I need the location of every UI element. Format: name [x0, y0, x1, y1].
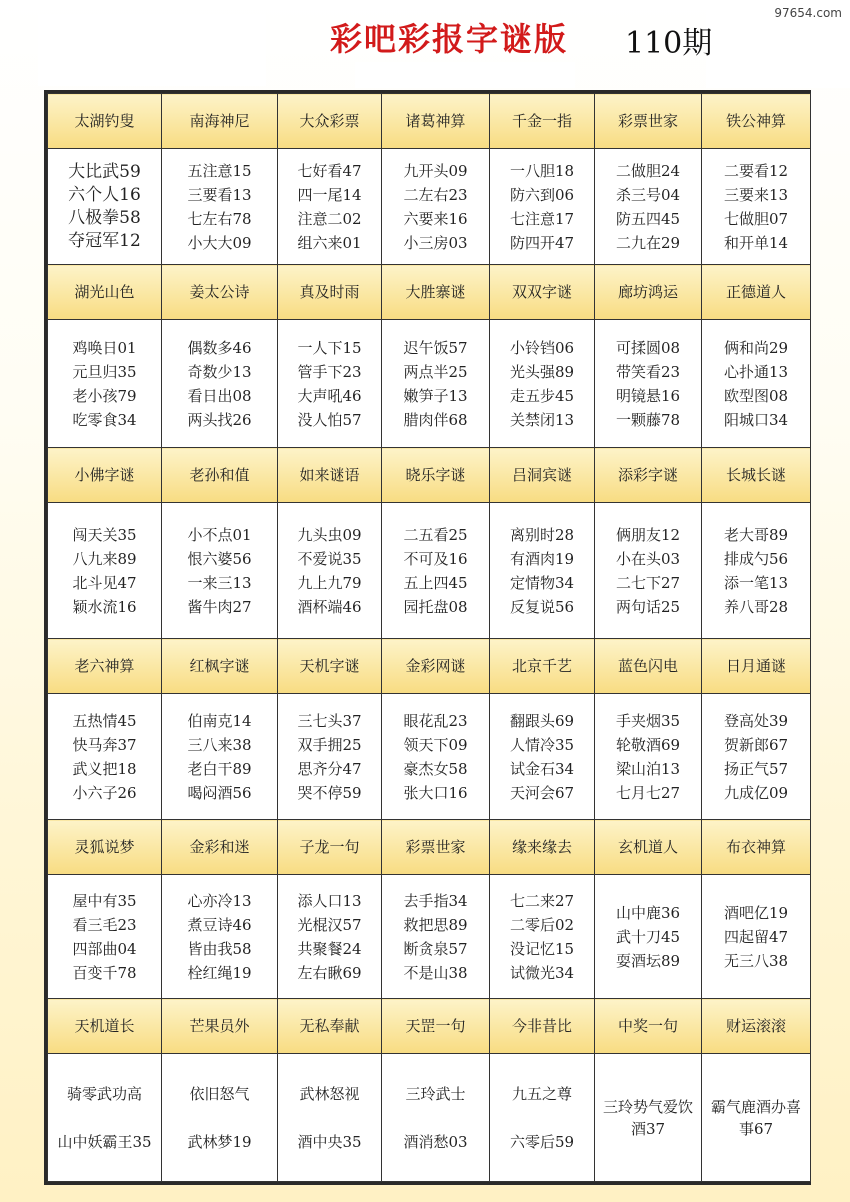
watermark: 97654.com — [774, 6, 842, 20]
clue-line: 三玲势气爱饮酒37 — [602, 1097, 693, 1138]
column-header: 铁公神算 — [702, 94, 811, 149]
clue-line: 添一笔13 — [723, 573, 789, 592]
clue-line: 八极拳58 — [68, 207, 141, 228]
clue-line: 和开单14 — [723, 233, 789, 252]
clue-line: 可揉圆08 — [615, 338, 681, 357]
column-header: 玄机道人 — [595, 820, 702, 875]
clue-row — [48, 503, 811, 639]
clue-line: 小六子26 — [72, 783, 137, 802]
clue-cell — [702, 875, 811, 999]
clue-line: 五热情45 — [72, 711, 137, 730]
clue-line: 没人怕57 — [297, 410, 362, 429]
clue-cell — [162, 503, 278, 639]
clue-cell — [48, 149, 162, 265]
clue-line: 去手指34 — [403, 891, 468, 910]
clue-line: 栓红绳19 — [187, 963, 252, 982]
clue-line: 贺新郎67 — [723, 735, 789, 754]
clue-line: 试金石34 — [509, 759, 575, 778]
clue-line: 六要来16 — [403, 209, 468, 228]
clue-line: 八九来89 — [72, 549, 137, 568]
clue-line: 有酒肉19 — [509, 549, 575, 568]
clue-line: 百变千78 — [72, 963, 137, 982]
clue-cell — [382, 1054, 490, 1182]
clue-line: 光头强89 — [509, 362, 575, 381]
clue-line: 小在头03 — [615, 549, 681, 568]
clue-row — [48, 875, 811, 999]
clue-line: 武林梦19 — [187, 1132, 252, 1151]
clue-line: 断贪泉57 — [403, 939, 468, 958]
clue-line: 组六来01 — [297, 233, 362, 252]
column-header: 今非昔比 — [490, 999, 595, 1054]
clue-line: 七左右78 — [187, 209, 252, 228]
clue-line: 两头找26 — [187, 410, 252, 429]
clue-line: 九五之尊 — [511, 1084, 572, 1103]
header-row — [48, 448, 811, 503]
clue-line: 闯天关35 — [72, 525, 137, 544]
column-header: 蓝色闪电 — [595, 639, 702, 694]
clue-cell — [702, 1054, 811, 1182]
column-header: 红枫字谜 — [162, 639, 278, 694]
column-header: 小佛字谜 — [48, 448, 162, 503]
clue-line: 酒中央35 — [297, 1132, 362, 1151]
clue-line: 小铃铛06 — [509, 338, 575, 357]
clue-line: 添人口13 — [297, 891, 362, 910]
clue-line: 七二来27 — [509, 891, 575, 910]
clue-line: 吃零食34 — [72, 410, 137, 429]
clue-line: 九头虫09 — [297, 525, 362, 544]
clue-row — [48, 1054, 811, 1182]
clue-line: 元旦归35 — [72, 362, 137, 381]
column-header: 长城长谜 — [702, 448, 811, 503]
clue-cell — [595, 694, 702, 820]
clue-cell — [490, 320, 595, 448]
clue-line: 酱牛肉27 — [187, 597, 252, 616]
clue-line: 注意二02 — [297, 209, 362, 228]
column-header: 老孙和值 — [162, 448, 278, 503]
column-header: 中奖一句 — [595, 999, 702, 1054]
clue-line: 两点半25 — [403, 362, 468, 381]
column-header: 金彩和迷 — [162, 820, 278, 875]
clue-line: 排成勺56 — [723, 549, 789, 568]
clue-line: 带笑看23 — [615, 362, 681, 381]
clue-cell — [278, 875, 382, 999]
clue-line: 骑零武功高 — [66, 1084, 142, 1103]
column-header: 双双字谜 — [490, 265, 595, 320]
riddle-table — [47, 93, 811, 1182]
clue-line: 大比武59 — [68, 161, 141, 182]
clue-cell — [382, 875, 490, 999]
clue-line: 六个人16 — [68, 184, 141, 205]
riddle-grid — [44, 90, 811, 1185]
clue-line: 酒消愁03 — [403, 1132, 468, 1151]
clue-line: 心亦冷13 — [187, 891, 252, 910]
clue-line: 杀三号04 — [615, 185, 681, 204]
clue-cell — [48, 503, 162, 639]
clue-cell — [278, 694, 382, 820]
header-row — [48, 820, 811, 875]
column-header: 无私奉献 — [278, 999, 382, 1054]
clue-line: 一来三13 — [187, 573, 252, 592]
clue-line: 二做胆24 — [615, 161, 681, 180]
column-header: 天罡一句 — [382, 999, 490, 1054]
column-header: 老六神算 — [48, 639, 162, 694]
clue-line: 俩朋友12 — [615, 525, 681, 544]
clue-line: 武义把18 — [72, 759, 137, 778]
column-header: 天机道长 — [48, 999, 162, 1054]
clue-line: 武林怒视 — [299, 1084, 360, 1103]
clue-line: 颖水流16 — [72, 597, 137, 616]
clue-line: 左右瞅69 — [297, 963, 362, 982]
issue-number: 110期 — [625, 26, 713, 61]
column-header: 北京千艺 — [490, 639, 595, 694]
clue-line: 四部曲04 — [72, 939, 137, 958]
clue-cell — [595, 1054, 702, 1182]
clue-line: 山中鹿36 — [615, 903, 681, 922]
column-header: 大胜寨谜 — [382, 265, 490, 320]
clue-line: 园托盘08 — [403, 597, 468, 616]
header-row — [48, 999, 811, 1054]
clue-line: 共聚餐24 — [297, 939, 362, 958]
clue-line: 武十刀45 — [615, 927, 681, 946]
clue-line: 二七下27 — [615, 573, 681, 592]
clue-line: 三玲武士 — [405, 1084, 466, 1103]
clue-line: 张大口16 — [403, 783, 468, 802]
clue-line: 酒吧亿19 — [723, 903, 789, 922]
clue-line: 无三八38 — [723, 951, 789, 970]
clue-line: 领天下09 — [403, 735, 468, 754]
clue-line: 七月七27 — [615, 783, 681, 802]
clue-line: 梁山泊13 — [615, 759, 681, 778]
column-header: 彩票世家 — [595, 94, 702, 149]
clue-line: 小大大09 — [187, 233, 252, 252]
clue-line: 五上四45 — [403, 573, 468, 592]
clue-cell — [278, 503, 382, 639]
clue-cell — [702, 503, 811, 639]
clue-line: 定情物34 — [509, 573, 575, 592]
clue-cell — [278, 1054, 382, 1182]
clue-cell — [162, 320, 278, 448]
clue-line: 心扑通13 — [723, 362, 789, 381]
clue-line: 天河会67 — [509, 783, 575, 802]
clue-line: 反复说56 — [509, 597, 575, 616]
clue-line: 俩和尚29 — [723, 338, 789, 357]
clue-line: 小不点01 — [187, 525, 252, 544]
clue-cell — [490, 149, 595, 265]
clue-cell — [702, 694, 811, 820]
clue-line: 霸气鹿酒办喜事67 — [710, 1097, 801, 1138]
clue-cell — [702, 149, 811, 265]
clue-cell — [48, 320, 162, 448]
clue-cell — [382, 694, 490, 820]
clue-line: 两句话25 — [615, 597, 681, 616]
column-header: 吕洞宾谜 — [490, 448, 595, 503]
clue-cell — [278, 320, 382, 448]
clue-line: 恨六婆56 — [187, 549, 252, 568]
clue-line: 九开头09 — [403, 161, 468, 180]
clue-line: 眼花乱23 — [403, 711, 468, 730]
clue-line: 一颗藤78 — [615, 410, 681, 429]
clue-line: 防六到06 — [509, 185, 575, 204]
clue-line: 管手下23 — [297, 362, 362, 381]
clue-line: 看三毛23 — [72, 915, 137, 934]
clue-line: 山中妖霸王35 — [57, 1132, 152, 1151]
header-row — [48, 94, 811, 149]
clue-row — [48, 149, 811, 265]
column-header: 布衣神算 — [702, 820, 811, 875]
clue-cell — [382, 503, 490, 639]
clue-line: 不是山38 — [403, 963, 468, 982]
clue-cell — [278, 149, 382, 265]
clue-line: 老大哥89 — [723, 525, 789, 544]
clue-line: 奇数少13 — [187, 362, 252, 381]
column-header: 灵狐说梦 — [48, 820, 162, 875]
column-header: 太湖钓叟 — [48, 94, 162, 149]
clue-cell — [490, 1054, 595, 1182]
clue-line: 救把思89 — [403, 915, 468, 934]
clue-line: 看日出08 — [187, 386, 252, 405]
clue-line: 二五看25 — [403, 525, 468, 544]
clue-line: 七好看47 — [297, 161, 362, 180]
column-header: 如来谜语 — [278, 448, 382, 503]
clue-line: 轮敬酒69 — [615, 735, 681, 754]
clue-line: 二九在29 — [615, 233, 681, 252]
column-header: 真及时雨 — [278, 265, 382, 320]
clue-cell — [48, 875, 162, 999]
column-header: 诸葛神算 — [382, 94, 490, 149]
column-header: 添彩字谜 — [595, 448, 702, 503]
clue-line: 三七头37 — [297, 711, 362, 730]
clue-line: 小三房03 — [403, 233, 468, 252]
column-header: 姜太公诗 — [162, 265, 278, 320]
clue-line: 迟午饭57 — [403, 338, 468, 357]
clue-cell — [490, 875, 595, 999]
clue-line: 豪杰女58 — [403, 759, 468, 778]
clue-line: 九成亿09 — [723, 783, 789, 802]
clue-line: 光棍汉57 — [297, 915, 362, 934]
clue-line: 五注意15 — [187, 161, 252, 180]
clue-line: 七做胆07 — [723, 209, 789, 228]
clue-line: 煮豆诗46 — [187, 915, 252, 934]
clue-line: 明镜悬16 — [615, 386, 681, 405]
white-patch-middle — [355, 62, 575, 88]
clue-line: 屋中有35 — [72, 891, 137, 910]
clue-line: 欧型图08 — [723, 386, 789, 405]
column-header: 缘来缘去 — [490, 820, 595, 875]
clue-line: 二左右23 — [403, 185, 468, 204]
clue-line: 一八胆18 — [509, 161, 575, 180]
clue-cell — [490, 503, 595, 639]
column-header: 大众彩票 — [278, 94, 382, 149]
column-header: 彩票世家 — [382, 820, 490, 875]
clue-line: 养八哥28 — [723, 597, 789, 616]
clue-line: 思齐分47 — [297, 759, 362, 778]
clue-line: 酒杯端46 — [297, 597, 362, 616]
clue-line: 手夹烟35 — [615, 711, 681, 730]
page-title: 彩吧彩报字谜版 — [330, 20, 569, 58]
header-row — [48, 265, 811, 320]
column-header: 南海神尼 — [162, 94, 278, 149]
column-header: 晓乐字谜 — [382, 448, 490, 503]
clue-line: 阳城口34 — [723, 410, 789, 429]
clue-line: 试微光34 — [509, 963, 575, 982]
clue-line: 三八来38 — [187, 735, 252, 754]
clue-line: 双手拥25 — [297, 735, 362, 754]
clue-line: 喝闷酒56 — [187, 783, 252, 802]
clue-line: 不可及16 — [403, 549, 468, 568]
clue-line: 腊肉伴68 — [403, 410, 468, 429]
clue-row — [48, 694, 811, 820]
clue-line: 哭不停59 — [297, 783, 362, 802]
clue-line: 北斗见47 — [72, 573, 137, 592]
column-header: 金彩网谜 — [382, 639, 490, 694]
clue-cell — [48, 1054, 162, 1182]
clue-cell — [162, 149, 278, 265]
clue-line: 没记忆15 — [509, 939, 575, 958]
clue-line: 老白干89 — [187, 759, 252, 778]
clue-cell — [48, 694, 162, 820]
clue-line: 七注意17 — [509, 209, 575, 228]
clue-line: 耍酒坛89 — [615, 951, 681, 970]
clue-line: 防五四45 — [615, 209, 681, 228]
clue-cell — [595, 503, 702, 639]
header-row — [48, 639, 811, 694]
column-header: 财运滚滚 — [702, 999, 811, 1054]
clue-line: 二要看12 — [723, 161, 789, 180]
clue-line: 二零后02 — [509, 915, 575, 934]
clue-line: 三要看13 — [187, 185, 252, 204]
clue-line: 不爱说35 — [297, 549, 362, 568]
clue-line: 四一尾14 — [297, 185, 362, 204]
clue-cell — [162, 875, 278, 999]
column-header: 芒果员外 — [162, 999, 278, 1054]
clue-line: 翻跟头69 — [509, 711, 575, 730]
clue-line: 鸡唤日01 — [72, 338, 137, 357]
column-header: 子龙一句 — [278, 820, 382, 875]
clue-line: 伯南克14 — [187, 711, 252, 730]
clue-line: 走五步45 — [509, 386, 575, 405]
white-patch-left — [38, 14, 266, 86]
column-header: 正德道人 — [702, 265, 811, 320]
column-header: 廊坊鸿运 — [595, 265, 702, 320]
clue-line: 依旧怒气 — [189, 1084, 250, 1103]
clue-cell — [595, 320, 702, 448]
clue-line: 九上九79 — [297, 573, 362, 592]
clue-cell — [382, 320, 490, 448]
clue-line: 离别时28 — [509, 525, 575, 544]
clue-line: 关禁闭13 — [509, 410, 575, 429]
clue-line: 扬正气57 — [723, 759, 789, 778]
clue-line: 人情冷35 — [509, 735, 575, 754]
clue-line: 一人下15 — [297, 338, 362, 357]
clue-row — [48, 320, 811, 448]
column-header: 天机字谜 — [278, 639, 382, 694]
clue-cell — [162, 1054, 278, 1182]
column-header: 湖光山色 — [48, 265, 162, 320]
clue-line: 老小孩79 — [72, 386, 137, 405]
clue-line: 夺冠军12 — [68, 230, 141, 251]
clue-line: 防四开47 — [509, 233, 575, 252]
clue-line: 皆由我58 — [187, 939, 252, 958]
clue-line: 六零后59 — [509, 1132, 575, 1151]
clue-line: 大声吼46 — [297, 386, 362, 405]
clue-cell — [162, 694, 278, 820]
clue-cell — [490, 694, 595, 820]
clue-line: 登高处39 — [723, 711, 789, 730]
clue-line: 四起留47 — [723, 927, 789, 946]
clue-cell — [595, 875, 702, 999]
column-header: 千金一指 — [490, 94, 595, 149]
clue-line: 快马奔37 — [72, 735, 137, 754]
clue-line: 偶数多46 — [187, 338, 252, 357]
clue-cell — [595, 149, 702, 265]
clue-line: 嫩笋子13 — [403, 386, 468, 405]
column-header: 日月通谜 — [702, 639, 811, 694]
clue-cell — [702, 320, 811, 448]
clue-line: 三要来13 — [723, 185, 789, 204]
clue-cell — [382, 149, 490, 265]
